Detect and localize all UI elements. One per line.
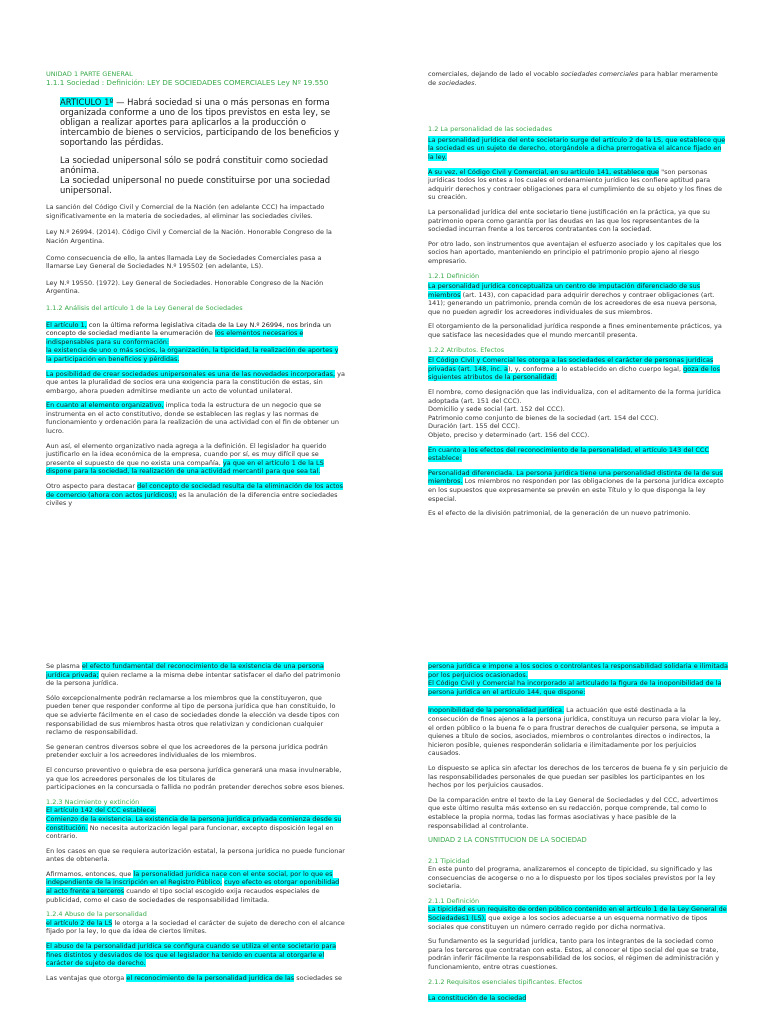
- section-heading: 1.1.2 Análisis del artículo 1 de la Ley General de Sociedades: [46, 303, 243, 312]
- paragraph: Afirmamos, entonces, que la personalidad jurídica nace con el ente social, por lo que es independiente de la inscripción en el Registro Público, cuyo efecto es otorgar oponibilidad al acto frente a terceros cuando el tipo social escogido exija recaudos especiales de publicidad, como el caso de sociedades de responsabilidad limitada.: [46, 869, 340, 904]
- paragraph: En los casos en que se requiera autorización estatal, la persona jurídica no puede funcionar antes de obtenerla.: [46, 846, 345, 864]
- quote: Personalidad diferenciada. La persona jurídica tiene una personalidad distinta de la de sus miembros. Los miembros no responden por las obligaciones de la persona jurídica excepto en los supuestos que expresamente se prevén en este Título y lo que disponga la ley especial.: [428, 468, 724, 503]
- unipersonal-note-2: La sociedad unipersonal no puede constituirse por una sociedad unipersonal.: [60, 175, 331, 196]
- citation: Ley N.º 19550. (1972). Ley General de Sociedades. Honorable Congreso de la Nación Argentina.: [46, 278, 324, 296]
- section-heading: 1.2.3 Nacimiento y extinción: [46, 797, 140, 806]
- article-1-text: ARTICULO 1º — Habrá sociedad si una o más personas en forma organizada conforme a uno de los tipos previstos en esta ley, se obligan a realizar aportes para aplicarlos a la producción o intercambio de bienes o servicios, participando de los beneficios y soportando las pérdidas.: [60, 97, 339, 148]
- paragraph: El otorgamiento de la personalidad jurídica responde a fines eminentemente prácticos, ya que satisface las necesidades que el mundo mercantil presenta.: [428, 322, 722, 340]
- paragraph: Como consecuencia de ello, la antes llamada Ley de Sociedades Comerciales pasa a llamarse Ley General de Sociedades N.º 195502 (en adelante, LS).: [46, 253, 322, 271]
- section-heading: 1.2.4 Abuso de la personalidad: [46, 910, 147, 919]
- paragraph: Las ventajas que otorga el reconocimiento de la personalidad jurídica de las sociedades se: [46, 973, 343, 982]
- paragraph: En cuanto al elemento organizativo, implica toda la estructura de un negocio que se instrumenta en el acto constitutivo, donde se establecen las reglas y las normas de funcionamiento y ordenación para la realización de una actividad con el fin de obtener un lucro.: [46, 401, 339, 436]
- quote: El artículo 142 del CCC establece: Comienzo de la existencia. La existencia de la persona jurídica privada comienza desde su constitución. No necesita autorización legal para funcionar, excepto disposición legal en contrario.: [46, 806, 342, 841]
- page-1: [46, 70, 346, 540]
- paragraph: persona jurídica e impone a los socios o controlantes la responsabilidad solidaria e ilimitada por los perjuicios ocasionados. El Código Civil y Comercial ha incorporado al articulado la figura de la inoponibilidad de la persona jurídica en el artículo 144, que dispone:: [428, 662, 728, 696]
- paragraph: Por otro lado, son instrumentos que aventajan el esfuerzo asociado y los capitales que los socios han aportado, manteniendo en principio el patrimonio propio ajeno al riesgo empresario.: [428, 239, 722, 265]
- paragraph: Se generan centros diversos sobre el que los acreedores de la persona jurídica podrán pretender excluir a los acreedores individuales de los miembros.: [46, 742, 328, 760]
- paragraph: La sanción del Código Civil y Comercial de la Nación (en adelante CCC) ha impactado significativamente en la materia de sociedades, al eliminar las sociedades civiles.: [46, 203, 325, 220]
- page-3: [46, 662, 346, 1024]
- article-1-block: [46, 97, 346, 195]
- paragraph: comerciales, dejando de lado el vocablo sociedades comerciales para hablar meramente de sociedades.: [428, 70, 718, 87]
- paragraph: Otro aspecto para destacar del concepto de sociedad resulta de la eliminación de los actos de comercio (ahora con actos jurídicos); es la anulación de la diferencia entre sociedades civiles y: [46, 482, 344, 508]
- paragraph: La posibilidad de crear sociedades unipersonales es una de las novedades incorporadas, ya que antes la pluralidad de socios era una exigencia para la constitución de estas, sin embargo, ahora pueden admitirse mediante un acto de voluntad unilateral.: [46, 369, 345, 395]
- paragraph: Lo dispuesto se aplica sin afectar los derechos de los terceros de buena fe y sin perjuicio de las responsabilidades personales de que puedan ser pasibles los participantes en los hechos por los perjuicios causados.: [428, 763, 728, 790]
- paragraph: Su fundamento es la seguridad jurídica, tanto para los integrantes de la sociedad como para los terceros que contratan con esta. Estos, al conocer el tipo social del que se trate, podrán inferir fácilmente la responsabilidad de los socios, el régimen de administración y funcionamiento, entre otras cuestiones.: [428, 937, 720, 972]
- attributes-list: [428, 388, 728, 440]
- paragraph: En cuanto a los efectos del reconocimiento de la personalidad, el artículo 143 del CCC establece:: [428, 445, 710, 463]
- section-heading: 1.2 La personalidad de las sociedades: [428, 125, 553, 134]
- list-item: El nombre, como designación que las individualiza, con el aditamento de la forma jurídica adoptada (art. 151 del CCC).: [428, 388, 721, 405]
- paragraph: El Código Civil y Comercial les otorga a las sociedades el carácter de personas jurídicas privadas (art. 148, inc. a), y, conforme a lo establecido en dicho cuerpo legal, goza de los siguientes atributos de la personalidad:: [428, 356, 721, 382]
- page-2: [428, 70, 728, 540]
- section-heading: 2.1.1 Definición: [428, 896, 480, 905]
- quote: Inoponibilidad de la personalidad jurídica. La actuación que esté destinada a la consecución de fines ajenos a la persona jurídica, constituya un recurso para violar la ley, el orden público o la buena fe o para frustrar derechos de cualquier persona, se imputa a quienes a título de socios, asociados, miembros o controlantes directos o indirectos, la hicieron posible, quienes responderán solidaria e ilimitadamente por los perjuicios causados.: [428, 706, 721, 758]
- paragraph: La personalidad jurídica conceptualiza un centro de imputación diferenciado de sus miembros (art. 143), con capacidad para adquirir derechos y contraer obligaciones (art. 141); generando un patrimonio, prenda común de los acreedores de esa nueva persona, que no pueden agredir los acreedores individuales de sus miembros.: [428, 282, 717, 316]
- section-heading: 1.1.1 Sociedad : Definición: LEY DE SOCIEDADES COMERCIALES Ley Nº 19.550: [46, 77, 329, 87]
- unit-heading: UNIDAD 2 LA CONSTITUCION DE LA SOCIEDAD: [428, 836, 587, 845]
- unipersonal-note-1: La sociedad unipersonal sólo se podrá constituir como sociedad anónima.: [60, 155, 329, 176]
- paragraph: Sólo excepcionalmente podrán reclamarse a los miembros que la constituyeron, que pueden tener que responder conforme al tipo de persona jurídica que han constituido, lo que se advierte fácilmente en el caso de sociedades donde la elección va desde tipos con responsabilidad de sus miembros hasta otros que relativizan y condicionan cualquier reclamo de responsabilidad.: [46, 693, 340, 737]
- paragraph: De la comparación entre el texto de la Ley General de Sociedades y del CCC, advertimos que este último resulta más extenso en su redacción, porque comprende, tal como lo establece la propia norma, todas las formas asociativas y hace pasible de la responsabilidad al controlante.: [428, 795, 718, 830]
- list-item: Duración (art. 155 del CCC).: [428, 422, 520, 431]
- section-heading: 1.2.1 Definición: [428, 271, 480, 280]
- section-heading: 2.1.2 Requisitos esenciales tipificantes. Efectos: [428, 977, 583, 986]
- paragraph: La personalidad jurídica del ente societario tiene justificación en la práctica, ya que su patrimonio opera como garantía por las deudas en las que los representantes de la sociedad incurran frente a los terceros contratantes con la sociedad.: [428, 207, 710, 234]
- paragraph: Es el efecto de la división patrimonial, de la generación de un nuevo patrimonio.: [428, 509, 691, 518]
- paragraph: A su vez, el Código Civil y Comercial, en su artículo 141, establece que "son personas jurídicas todos los entes a los cuales el ordenamiento jurídico les confiere aptitud para adquirir derechos y contraer obligaciones para el cumplimiento de su objeto y los fines de su creación.: [428, 167, 722, 202]
- section-heading: 1.2.2 Atributos. Efectos: [428, 345, 505, 354]
- list-item: Objeto, preciso y determinado (art. 156 del CCC).: [428, 431, 590, 439]
- page-4: [428, 662, 728, 1024]
- article-1-label: ARTICULO 1º: [60, 97, 114, 108]
- unit-heading: UNIDAD 1 PARTE GENERAL: [46, 70, 133, 78]
- list-item: Patrimonio como conjunto de bienes de la sociedad (art. 154 del CCC).: [428, 413, 659, 422]
- paragraph: El artículo 1, con la última reforma legislativa citada de la Ley N.º 26994, nos brinda un concepto de sociedad mediante la enumeración de los elementos necesarios e indispensables para su conformación: la existencia de uno o más socios, la organización, la tipicidad, la realización de aportes y la participación en beneficios y pérdidas.: [46, 320, 339, 363]
- paragraph: La personalidad jurídica del ente societario surge del artículo 2 de la LS, que establece que la sociedad es un sujeto de derecho, otorgándole a dicha prerrogativa el alcance fijado en la ley.: [428, 135, 726, 161]
- paragraph: En este punto del programa, analizaremos el concepto de tipicidad, su significado y las consecuencias de acogerse o no a lo dispuesto por los tipos sociales previstos por la ley societaria.: [428, 865, 716, 891]
- paragraph: El concurso preventivo o quiebra de esa persona jurídica generará una masa invulnerable, ya que los acreedores personales de los titulares de participaciones en la concursada o fallida no podrán pretender derechos sobre esos bienes.: [46, 765, 345, 792]
- paragraph: La tipicidad es un requisito de orden público contenido en el artículo 1 de la Ley General de Sociedades1 (LS), que exige a los socios adecuarse a un esquema normativo de tipos sociales que constituyen un número cerrado regido por dicha normativa.: [428, 905, 727, 931]
- paragraph: La constitución de la sociedad: [428, 994, 527, 1003]
- section-heading: 2.1 Tipicidad: [428, 856, 470, 865]
- list-item: Domicilio y sede social (art. 152 del CCC).: [428, 405, 565, 414]
- paragraph: Se plasma el efecto fundamental del reconocimiento de la existencia de una persona jurídica privada; quien reclame a la misma debe intentar satisfacer el daño del patrimonio de la persona jurídica.: [46, 662, 341, 688]
- paragraph: Aun así, el elemento organizativo nada agrega a la definición. El legislador ha querido justificarlo en la idea económica de la empresa, cuando por sí, es muy difícil que se presente el supuesto de que no exista una compañía, ya que en el artículo 1 de la LS dispone para la sociedad, la realización de una actividad mercantil para que sea tal.: [46, 441, 327, 476]
- paragraph: El abuso de la personalidad jurídica se configura cuando se utiliza el ente societario para fines distintos y desviados de los que el legislador ha tenido en cuenta al otorgarle el carácter de sujeto de derecho.: [46, 942, 337, 968]
- paragraph: el artículo 2 de la LS le otorga a la sociedad el carácter de sujeto de derecho con el alcance fijado por la ley, lo que da idea de ciertos límites.: [46, 918, 345, 936]
- citation: Ley N.º 26994. (2014). Código Civil y Comercial de la Nación. Honorable Congreso de la Nación Argentina.: [46, 228, 332, 245]
